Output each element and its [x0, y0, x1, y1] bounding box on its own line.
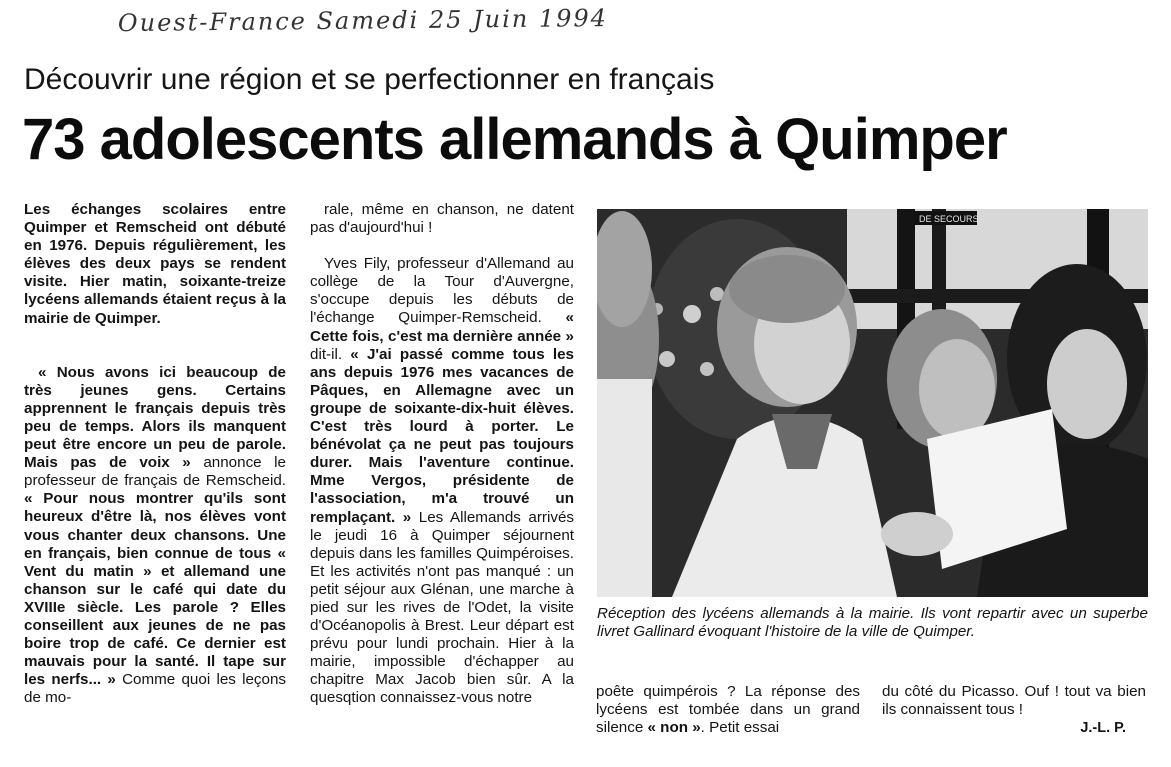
- paragraph-spacer: [310, 237, 574, 255]
- article-column-3: [596, 683, 860, 737]
- exit-sign-text: DE SECOURS: [919, 214, 979, 224]
- article-paragraph: [310, 255, 574, 707]
- body-text: Les Allemands arrivés le jeudi 16 à Quimper séjournent depuis dans les familles Quimpéroises. Et les activités n'ont pas manqué : un petit séjour aux Glénan, une marche à pied sur les rives de l'Odet, la visite d'Océanopolis à Brest. Leur départ est prévu pour lundi prochain. Hier à la mairie, impossible d'échapper au chapitre Max Jacob bien sûr. A la quesqtion connaissez-vous notre: [310, 508, 574, 707]
- quote-text: « J'ai passé comme tous les ans depuis 1976 mes vacances de Pâques, en Allemagne avec un groupe de soixante-dix-huit élèves. C'est très lourd à porter. Le bénévolat ça ne peut pas toujours durer. Mais l'aventure continue. Mme Vergos, présidente de l'association, m'a trouvé un remplaçant. »: [310, 345, 574, 526]
- article-column-1: [24, 201, 286, 707]
- quote-text: « Nous avons ici beaucoup de très jeunes gens. Certains apprennent le français depuis très peu de temps. Alors ils manquent peut être encore un peu de parole. Mais pas de voix »: [24, 363, 286, 472]
- article-photo: [597, 209, 1148, 597]
- body-text: Yves Fily, professeur d'Allemand au collège de la Tour d'Auvergne, s'occupe depuis les débuts de l'échange Quimper-Remscheid.: [310, 255, 574, 327]
- author-signature: J.-L. P.: [1080, 720, 1126, 737]
- article-paragraph: rale, même en chanson, ne datent pas d'aujourd'hui !: [310, 201, 574, 237]
- photo-illustration: [597, 209, 1148, 597]
- body-text: annonce le professeur de français de Remscheid.: [24, 454, 286, 490]
- body-text: poête quimpérois ? La réponse des lycéens est tombée dans un grand silence: [596, 683, 860, 737]
- article-column-4: [882, 683, 1146, 737]
- quote-text: « non »: [647, 719, 701, 737]
- article-paragraph: [596, 683, 860, 737]
- body-text: dit-il.: [310, 345, 351, 363]
- article-paragraph: [24, 364, 286, 708]
- body-text: Comme quoi les leçons de mo-: [24, 671, 286, 707]
- quote-text: « Pour nous montrer qu'ils sont heureux d'être là, nos élèves vont vous chanter deux chansons. Une en français, bien connue de tous « Vent du matin » et allemand une chanson sur le café qui date du XVIIIe siècle. Les parole ? Elles conseillent aux jeunes de ne pas boire trop de café. Ce dernier est mauvais pour la santé. Il tape sur les nerfs... »: [24, 490, 286, 689]
- article-column-2: [310, 201, 574, 708]
- paragraph-spacer: [24, 328, 286, 364]
- handwritten-source-note: Ouest-France Samedi 25 Juin 1994: [117, 4, 609, 38]
- article-kicker: Découvrir une région et se perfectionner en français: [24, 63, 715, 96]
- article-headline: 73 adolescents allemands à Quimper: [22, 107, 1007, 172]
- article-lead: Les échanges scolaires entre Quimper et Remscheid ont débuté en 1976. Depuis régulièrement, les élèves des deux pays se rendent visite. Hier matin, soixante-treize lycéens allemands étaient reçus à la mairie de Quimper.: [24, 201, 286, 327]
- body-text: . Petit essai: [700, 719, 780, 737]
- photo-caption: Réception des lycéens allemands à la mairie. Ils vont repartir avec un superbe livret Gallinard évoquant l'histoire de la ville de Quimper.: [597, 605, 1148, 641]
- quote-text: « Cette fois, c'est ma dernière année »: [310, 309, 574, 345]
- article-paragraph: du côté du Picasso. Ouf ! tout va bien ils connaissent tous !: [882, 683, 1146, 719]
